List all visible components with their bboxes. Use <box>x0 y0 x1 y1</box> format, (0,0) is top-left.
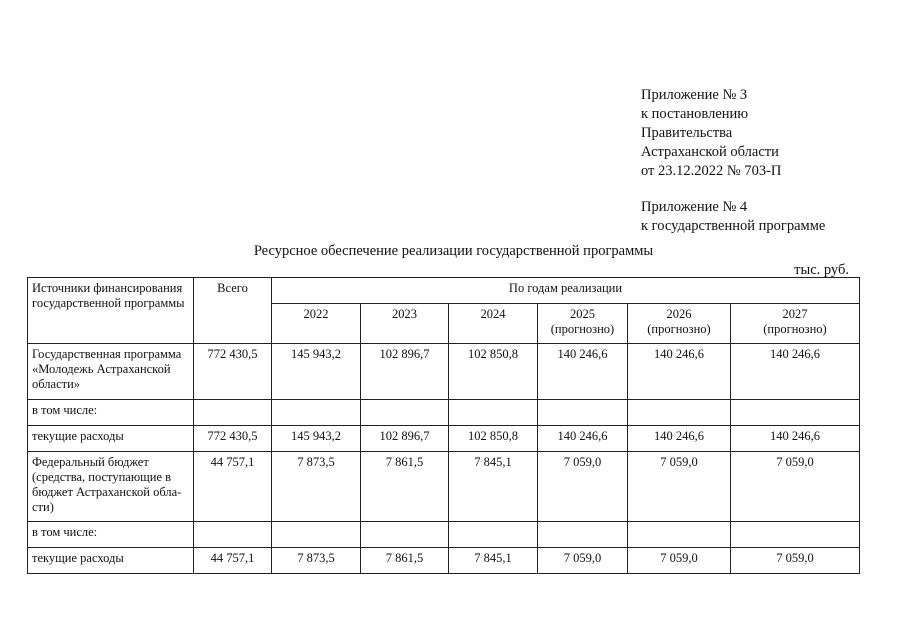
table-row <box>28 548 860 574</box>
value-cell: 7 861,5 <box>361 548 449 574</box>
header-line: Приложение № 4 <box>641 199 748 215</box>
value-cell <box>272 400 361 426</box>
value-cell: 7 059,0 <box>538 548 628 574</box>
title-text: Ресурсное обеспечение реализации государственной программы <box>253 243 654 259</box>
value-cell: 145 943,2 <box>272 344 361 400</box>
document-header <box>641 86 825 236</box>
header-line: Приложение № 3 <box>641 87 748 103</box>
value-cell <box>731 522 860 548</box>
total-cell: 772 430,5 <box>194 344 272 400</box>
column-header-year: 2023 <box>361 304 449 344</box>
column-header-year: 2026 (прогнозно) <box>628 304 731 344</box>
value-cell <box>361 400 449 426</box>
value-cell: 140 246,6 <box>538 344 628 400</box>
value-cell: 145 943,2 <box>272 426 361 452</box>
value-cell: 7 059,0 <box>628 548 731 574</box>
column-header-year: 2022 <box>272 304 361 344</box>
value-cell <box>449 400 538 426</box>
value-cell: 102 896,7 <box>361 344 449 400</box>
unit-label: тыс. руб. <box>794 262 849 278</box>
table-row <box>28 426 860 452</box>
value-cell <box>272 522 361 548</box>
header-line: к государственной программе <box>641 218 826 234</box>
value-cell <box>538 522 628 548</box>
total-cell: 772 430,5 <box>194 426 272 452</box>
value-cell: 7 861,5 <box>361 452 449 522</box>
value-cell <box>449 522 538 548</box>
value-cell: 102 850,8 <box>449 426 538 452</box>
total-cell <box>194 522 272 548</box>
total-cell: 44 757,1 <box>194 548 272 574</box>
total-cell <box>194 400 272 426</box>
header-line: Правительства <box>641 125 733 141</box>
column-header-year: 2025 (прогнозно) <box>538 304 628 344</box>
table-row <box>28 400 860 426</box>
value-cell: 140 246,6 <box>731 344 860 400</box>
source-cell: текущие расходы <box>28 426 194 452</box>
value-cell <box>628 400 731 426</box>
value-cell: 7 059,0 <box>731 548 860 574</box>
value-cell: 140 246,6 <box>628 426 731 452</box>
header-line: Астраханской области <box>641 144 779 160</box>
value-cell <box>628 522 731 548</box>
value-cell: 7 059,0 <box>731 452 860 522</box>
value-cell: 102 850,8 <box>449 344 538 400</box>
table-row <box>28 344 860 400</box>
value-cell: 7 873,5 <box>272 452 361 522</box>
value-cell: 140 246,6 <box>731 426 860 452</box>
value-cell: 140 246,6 <box>628 344 731 400</box>
source-cell: в том числе: <box>28 400 194 426</box>
value-cell <box>731 400 860 426</box>
resource-table <box>27 277 860 574</box>
source-cell: Государственная программа «Молодежь Астраханской области» <box>28 344 194 400</box>
column-header-years-group: По годам реализации <box>272 278 860 304</box>
value-cell: 7 873,5 <box>272 548 361 574</box>
value-cell: 7 059,0 <box>538 452 628 522</box>
column-header-source: Источники финансирования государственной программы <box>28 278 194 344</box>
value-cell: 7 845,1 <box>449 452 538 522</box>
value-cell: 7 059,0 <box>628 452 731 522</box>
source-cell: текущие расходы <box>28 548 194 574</box>
value-cell <box>361 522 449 548</box>
table-row <box>28 522 860 548</box>
column-header-year: 2027 (прогнозно) <box>731 304 860 344</box>
source-cell: Федеральный бюджет (средства, поступающие в бюджет Астраханской обла- сти) <box>28 452 194 522</box>
value-cell: 7 845,1 <box>449 548 538 574</box>
table-row <box>28 452 860 522</box>
header-line: к постановлению <box>641 106 749 122</box>
source-cell: в том числе: <box>28 522 194 548</box>
header-line: от 23.12.2022 № 703-П <box>641 163 782 179</box>
column-header-total: Всего <box>194 278 272 344</box>
value-cell: 102 896,7 <box>361 426 449 452</box>
column-header-year: 2024 <box>449 304 538 344</box>
document-title <box>0 243 905 260</box>
value-cell: 140 246,6 <box>538 426 628 452</box>
total-cell: 44 757,1 <box>194 452 272 522</box>
value-cell <box>538 400 628 426</box>
